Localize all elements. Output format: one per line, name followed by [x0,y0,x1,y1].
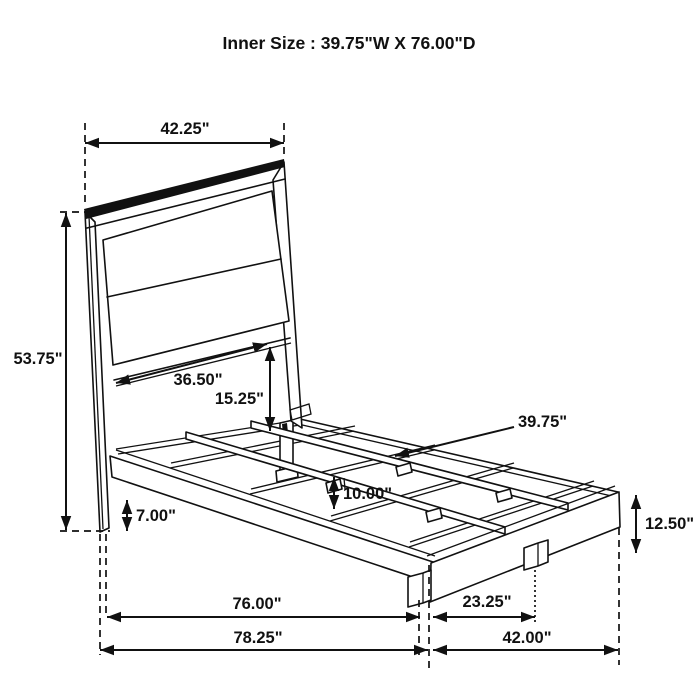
dim-label-overall-width: 42.00" [502,629,552,647]
dim-label-support-rail-height: 10.00" [343,485,393,503]
dim-label-overall-length: 78.25" [233,629,283,647]
dimension-overall-width [433,629,618,650]
diagram-title: Inner Size : 39.75"W X 76.00"D [222,33,476,53]
dim-label-panel-to-rail: 15.25" [214,390,264,408]
dim-label-inner-length: 76.00" [232,595,282,613]
dimension-inner-width [395,413,567,456]
dimension-leg-offset [433,593,535,617]
footboard [427,486,620,602]
dim-label-footboard-height: 12.50" [645,515,695,533]
dim-label-headboard-inner-width: 36.50" [173,371,223,389]
dimension-rail-clearance [127,500,176,531]
dim-label-headboard-height: 53.75" [13,350,63,368]
dimension-footboard-height [636,495,694,553]
dimension-overall-length [100,629,428,650]
bed-base [110,419,620,607]
dim-label-headboard-width: 42.25" [160,120,210,138]
dim-label-leg-offset: 23.25" [462,593,512,611]
dimension-inner-length [107,595,420,617]
dim-label-rail-clearance: 7.00" [136,507,176,525]
dim-label-inner-width: 39.75" [518,413,568,431]
